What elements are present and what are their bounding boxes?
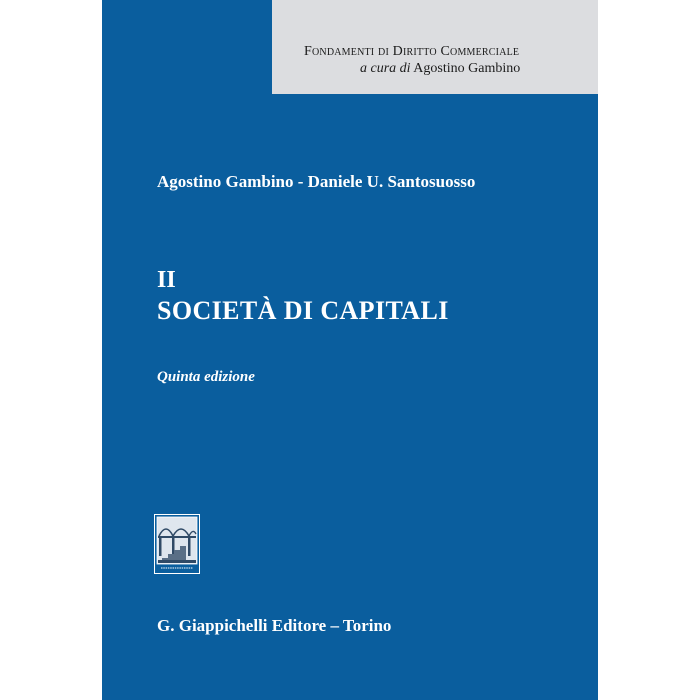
edition-label: Quinta edizione (157, 369, 255, 385)
publisher-line: G. Giappichelli Editore – Torino (157, 616, 392, 635)
series-editor-prefix: a cura di (360, 61, 411, 76)
series-editor-name: Agostino Gambino (413, 61, 521, 76)
book-authors: Agostino Gambino - Daniele U. Santosuosso (157, 172, 476, 191)
book-cover (102, 0, 598, 700)
series-editor (360, 61, 590, 77)
book-title: SOCIETÀ DI CAPITALI (157, 296, 449, 325)
publisher-emblem-icon (154, 514, 200, 574)
series-title: Fondamenti di Diritto Commerciale (304, 44, 520, 59)
volume-number: II (157, 267, 176, 293)
